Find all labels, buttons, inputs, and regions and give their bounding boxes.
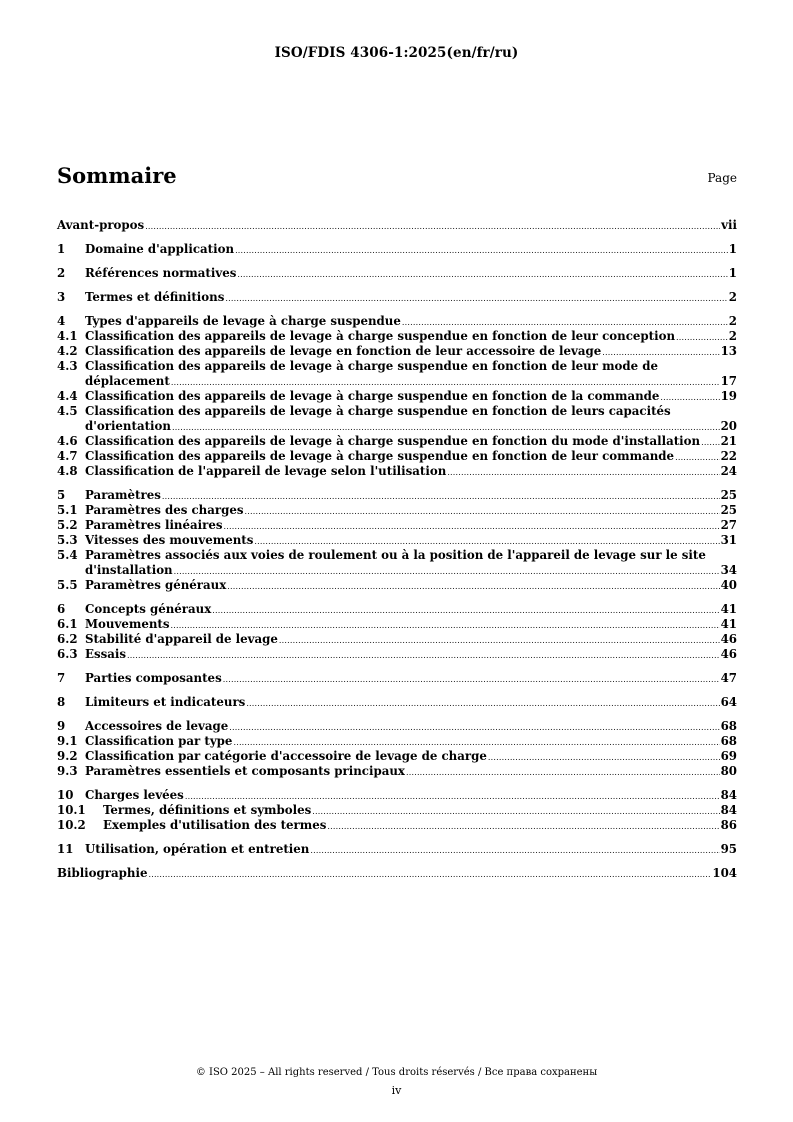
toc-entry-page: 80 <box>720 764 737 778</box>
toc-entry-page: 2 <box>728 314 737 328</box>
toc-entry-page: 2 <box>728 290 737 304</box>
toc-entry[interactable] <box>57 404 737 434</box>
toc-entry-title: Accessoires de levage <box>85 719 229 733</box>
toc-entry-number: 7 <box>57 671 66 685</box>
dot-leader <box>235 243 728 258</box>
toc-entry-number: 4 <box>57 314 66 328</box>
toc-entry[interactable] <box>57 518 737 533</box>
toc-entry-page: 19 <box>720 389 737 403</box>
toc-entry-number: 4.8 <box>57 464 78 478</box>
toc-entry[interactable] <box>57 533 737 548</box>
toc-entry-number: 5.3 <box>57 533 78 547</box>
toc-entry-title: Charges levées <box>85 788 184 802</box>
toc-entry-number: 9.1 <box>57 734 78 748</box>
toc-entry-title: Classification des appareils de levage à charge suspendue en fonction de leurs capacités <box>85 404 671 418</box>
dot-leader <box>676 330 728 345</box>
toc-entry[interactable] <box>57 788 737 803</box>
toc-entry-title: Paramètres <box>85 488 161 502</box>
toc-entry-title: Domaine d'application <box>85 242 235 256</box>
toc-entry-page: 24 <box>720 464 737 478</box>
toc-entry-title: Classification des appareils de levage à charge suspendue en fonction de leur commande <box>85 449 675 463</box>
toc-entry[interactable] <box>57 818 737 833</box>
toc-entry[interactable] <box>57 359 737 389</box>
toc-entry-number: 4.4 <box>57 389 78 403</box>
toc-entry-page: 21 <box>720 434 737 448</box>
toc-entry-page: 20 <box>720 419 737 433</box>
toc-entry-title: Classification par type <box>85 734 233 748</box>
toc-entry-number: 6.2 <box>57 632 78 646</box>
toc-entry-number: 9.2 <box>57 749 78 763</box>
toc-entry-title: Essais <box>85 647 127 661</box>
dot-leader <box>145 219 720 234</box>
toc-entry-title: Vitesses des mouvements <box>85 533 254 547</box>
toc-entry-page: 25 <box>720 503 737 517</box>
dot-leader <box>660 390 719 405</box>
toc-entry[interactable] <box>57 632 737 647</box>
dot-leader <box>327 819 719 834</box>
toc-entry[interactable] <box>57 671 737 686</box>
toc-entry-title: Paramètres généraux <box>85 578 227 592</box>
dot-leader <box>223 672 720 687</box>
toc-entry-title: Concepts généraux <box>85 602 212 616</box>
toc-entry-number: 4.7 <box>57 449 78 463</box>
dot-leader <box>254 534 719 549</box>
toc-entry-page: 22 <box>720 449 737 463</box>
toc-entry[interactable] <box>57 488 737 503</box>
dot-leader <box>172 420 720 435</box>
toc-entry-title: Classification de l'appareil de levage selon l'utilisation <box>85 464 447 478</box>
toc-entry[interactable] <box>57 314 737 329</box>
toc-entry-page: 31 <box>720 533 737 547</box>
toc-entry-page: 68 <box>720 719 737 733</box>
toc-entry-number: 5.5 <box>57 578 78 592</box>
dot-leader <box>212 603 719 618</box>
toc-entry-page: 27 <box>720 518 737 532</box>
toc-entry-page: 95 <box>720 842 737 856</box>
toc-entry-page: 13 <box>720 344 737 358</box>
dot-leader <box>127 648 720 663</box>
toc-entry-number: 4.2 <box>57 344 78 358</box>
dot-leader <box>246 696 719 711</box>
toc-entry[interactable] <box>57 266 737 281</box>
toc-entry[interactable] <box>57 734 737 749</box>
toc-entry[interactable] <box>57 242 737 257</box>
toc-entry[interactable] <box>57 647 737 662</box>
toc-entry-title: Classification des appareils de levage à charge suspendue en fonction de leur conception <box>85 329 676 343</box>
toc-entry-number: 2 <box>57 266 66 280</box>
dot-leader <box>162 489 720 504</box>
toc-title-row <box>57 163 737 193</box>
toc-entry[interactable] <box>57 617 737 632</box>
toc-entry-number: 5.4 <box>57 548 78 562</box>
toc-entry-title: Termes, définitions et symboles <box>103 803 312 817</box>
toc-entry-page: 46 <box>720 632 737 646</box>
toc-entry-title: Stabilité d'appareil de levage <box>85 632 278 646</box>
toc-entry-number: 10.2 <box>57 818 86 832</box>
toc-entry-page: 34 <box>720 563 737 577</box>
toc-entry-number: 3 <box>57 290 66 304</box>
toc-entry-page: 47 <box>720 671 737 685</box>
page-title: Sommaire <box>57 163 177 188</box>
toc-entry-number: 11 <box>57 842 74 856</box>
toc-entry[interactable] <box>57 803 737 818</box>
dot-leader <box>171 375 720 390</box>
toc-entry[interactable] <box>57 695 737 710</box>
dot-leader <box>185 789 720 804</box>
toc-entry-number: 9 <box>57 719 66 733</box>
toc-entry-page: 2 <box>728 329 737 343</box>
toc-entry-page: 25 <box>720 488 737 502</box>
dot-leader <box>225 291 727 306</box>
dot-leader <box>244 504 719 519</box>
dot-leader <box>227 579 719 594</box>
dot-leader <box>701 435 719 450</box>
toc-entry-number: 1 <box>57 242 66 256</box>
toc-entry[interactable] <box>57 389 737 404</box>
copyright-footer: © ISO 2025 – All rights reserved / Tous droits réservés / Все права сохранены <box>195 1067 598 1078</box>
dot-leader <box>312 804 719 819</box>
toc-entry[interactable] <box>57 602 737 617</box>
document-header: ISO/FDIS 4306-1:2025(en/fr/ru) <box>274 45 519 61</box>
toc-entry-title: Avant-propos <box>57 218 145 232</box>
toc-entry-number: 10 <box>57 788 74 802</box>
toc-entry[interactable] <box>57 548 737 578</box>
dot-leader <box>237 267 727 282</box>
dot-leader <box>148 867 711 882</box>
dot-leader <box>174 564 720 579</box>
toc-entry[interactable] <box>57 842 737 857</box>
page-column-label: Page <box>707 171 737 185</box>
toc-entry-title: Paramètres essentiels et composants principaux <box>85 764 405 778</box>
toc-entry-title: Classification des appareils de levage à charge suspendue en fonction de leur mode de <box>85 359 659 373</box>
toc-entry-number: 9.3 <box>57 764 78 778</box>
toc-entry-page: 1 <box>728 266 737 280</box>
toc-entry-title: Classification des appareils de levage en fonction de leur accessoire de levage <box>85 344 602 358</box>
toc-entry-title: Classification des appareils de levage à charge suspendue en fonction du mode d'installation <box>85 434 701 448</box>
toc-entry-page: 64 <box>720 695 737 709</box>
table-of-contents <box>57 218 737 881</box>
toc-entry[interactable] <box>57 344 737 359</box>
toc-entry-title: Paramètres linéaires <box>85 518 223 532</box>
dot-leader <box>229 720 719 735</box>
toc-entry-number: 5.1 <box>57 503 78 517</box>
dot-leader <box>488 750 720 765</box>
toc-entry-title: Paramètres associés aux voies de roulement ou à la position de l'appareil de levage sur le site <box>85 548 706 562</box>
toc-entry-page: 84 <box>720 803 737 817</box>
toc-entry-title: Termes et définitions <box>85 290 225 304</box>
toc-entry[interactable] <box>57 464 737 479</box>
toc-entry-number: 4.5 <box>57 404 78 418</box>
toc-entry-number: 4.3 <box>57 359 78 373</box>
dot-leader <box>224 519 720 534</box>
toc-entry-title: Classification des appareils de levage à charge suspendue en fonction de la commande <box>85 389 660 403</box>
toc-entry-title: Parties composantes <box>85 671 222 685</box>
toc-entry-title: Références normatives <box>85 266 237 280</box>
dot-leader <box>406 765 720 780</box>
dot-leader <box>310 843 719 858</box>
toc-entry-number: 6.1 <box>57 617 78 631</box>
toc-entry-page: vii <box>721 218 737 232</box>
toc-entry-number: 5 <box>57 488 66 502</box>
dot-leader <box>279 633 720 648</box>
toc-entry-title-continued: d'orientation <box>85 419 171 433</box>
toc-entry-title: Bibliographie <box>57 866 148 880</box>
toc-entry-title: Mouvements <box>85 617 170 631</box>
toc-entry-title: Paramètres des charges <box>85 503 244 517</box>
toc-entry-number: 8 <box>57 695 66 709</box>
toc-entry[interactable] <box>57 866 737 881</box>
dot-leader <box>447 465 719 480</box>
dot-leader <box>233 735 719 750</box>
dot-leader <box>171 618 720 633</box>
toc-entry[interactable] <box>57 749 737 764</box>
toc-entry-number: 6 <box>57 602 66 616</box>
toc-entry-number: 4.6 <box>57 434 78 448</box>
toc-entry-title-continued: déplacement <box>85 374 170 388</box>
toc-entry-title: Exemples d'utilisation des termes <box>103 818 327 832</box>
toc-entry-number: 4.1 <box>57 329 78 343</box>
toc-entry[interactable] <box>57 218 737 233</box>
toc-entry-page: 104 <box>712 866 737 880</box>
page-number: iv <box>391 1084 402 1097</box>
dot-leader <box>602 345 719 360</box>
toc-entry[interactable] <box>57 329 737 344</box>
toc-entry-number: 5.2 <box>57 518 78 532</box>
toc-entry-page: 86 <box>720 818 737 832</box>
toc-entry[interactable] <box>57 764 737 779</box>
toc-entry-page: 68 <box>720 734 737 748</box>
dot-leader <box>402 315 728 330</box>
toc-entry[interactable] <box>57 434 737 449</box>
toc-entry-page: 17 <box>720 374 737 388</box>
dot-leader <box>675 450 720 465</box>
toc-entry[interactable] <box>57 719 737 734</box>
toc-entry-title: Types d'appareils de levage à charge suspendue <box>85 314 401 328</box>
toc-entry-page: 1 <box>728 242 737 256</box>
toc-entry-page: 84 <box>720 788 737 802</box>
toc-entry-title: Limiteurs et indicateurs <box>85 695 246 709</box>
toc-entry-title-continued: d'installation <box>85 563 173 577</box>
toc-entry-page: 46 <box>720 647 737 661</box>
toc-entry-number: 10.1 <box>57 803 86 817</box>
toc-entry-title: Utilisation, opération et entretien <box>85 842 310 856</box>
toc-entry[interactable] <box>57 578 737 593</box>
toc-entry-page: 40 <box>720 578 737 592</box>
toc-entry[interactable] <box>57 503 737 518</box>
toc-entry-title: Classification par catégorie d'accessoire de levage de charge <box>85 749 487 763</box>
toc-entry-page: 41 <box>720 617 737 631</box>
toc-entry[interactable] <box>57 290 737 305</box>
toc-entry-page: 41 <box>720 602 737 616</box>
toc-entry[interactable] <box>57 449 737 464</box>
toc-entry-number: 6.3 <box>57 647 78 661</box>
toc-entry-page: 69 <box>720 749 737 763</box>
